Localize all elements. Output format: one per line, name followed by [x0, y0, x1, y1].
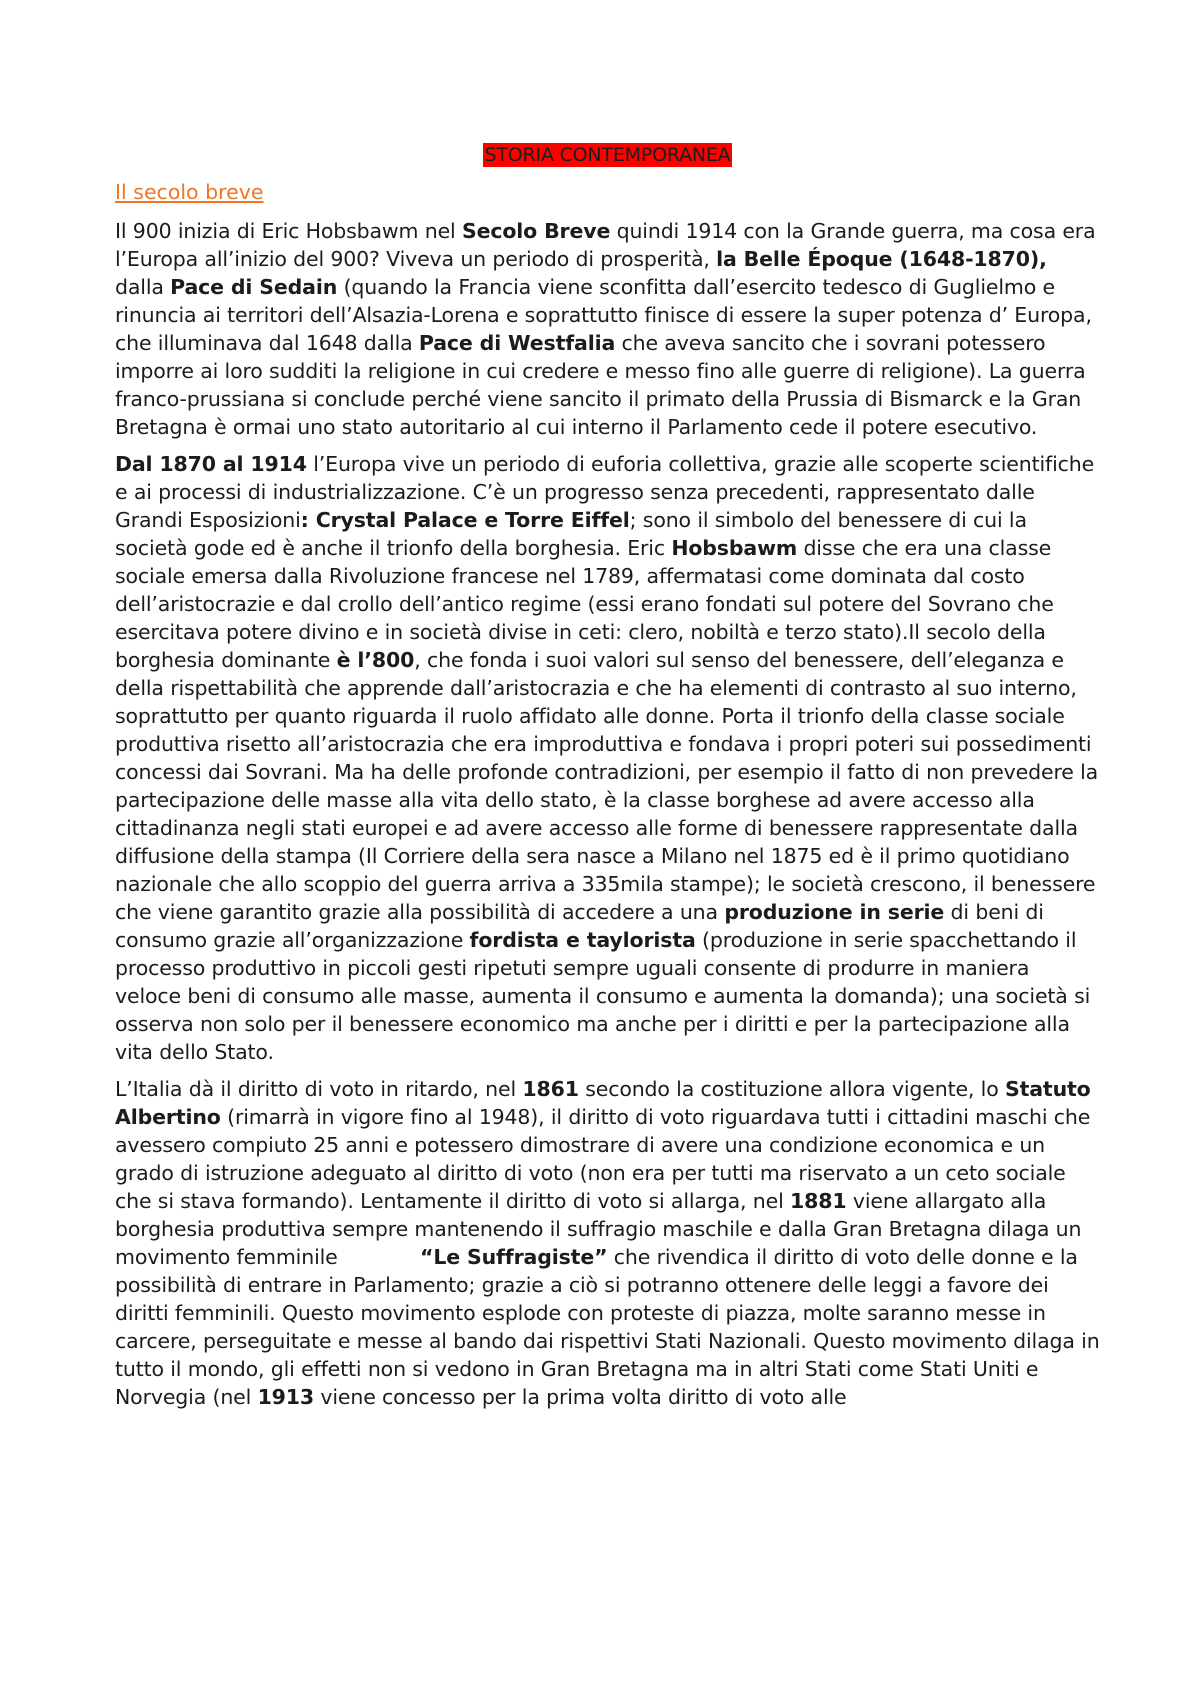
paragraph-2 — [115, 450, 1100, 1066]
bold-term: 1913 — [257, 1385, 315, 1409]
document-page — [115, 143, 1100, 1420]
paragraph-1 — [115, 217, 1100, 441]
text-run: ; sono il simbolo del benessere di cui la società gode ed è anche il trionfo della borghesia. Eric — [115, 508, 1027, 560]
text-run: (rimarrà in vigore fino al 1948), il diritto di voto riguardava tutti i cittadini maschi che avessero compiuto 25 anni e potessero dimostrare di avere una condizione economica e un grado di istruzione adeguato al diritto di voto (non era per tutti ma riservato a un ceto sociale che si stava formando). Lentamente il diritto di voto si allarga, nel — [115, 1105, 1091, 1213]
text-run: l’Europa vive un periodo di euforia collettiva, grazie alle scoperte scientifiche e ai processi di industrializzazione. C’è un progresso senza precedenti, rappresentato dalle Grandi Esposizioni — [115, 452, 1095, 532]
bold-term: Dal 1870 al 1914 — [115, 452, 307, 476]
text-run: che aveva sancito che i sovrani potessero imporre ai loro sudditi la religione in cui credere e messo fino alle guerre di religione). La guerra franco-prussiana si conclude perché viene sancito il primato della Prussia di Bismarck e la Gran Bretagna è ormai uno stato autoritario al cui interno il Parlamento cede il potere esecutivo. — [115, 331, 1086, 439]
bold-term: la Belle Époque (1648-1870), — [716, 247, 1047, 271]
title-wrap — [115, 143, 1100, 167]
bold-term: “Le Suffragiste” — [420, 1245, 608, 1269]
text-run: Il 900 inizia di Eric Hobsbawm nel — [115, 219, 462, 243]
text-run: disse che era una classe sociale emersa dalla Rivoluzione francese nel 1789, affermatasi come dominata dal costo dell’aristocrazie e dal crollo dell’antico regime (essi erano fondati sul potere del Sovrano che esercitava potere divino e in società divise in ceti: clero, nobiltà e terzo stato).Il secolo della borghesia dominante — [115, 536, 1054, 672]
text-run: dalla — [115, 275, 171, 299]
text-run: che rivendica il diritto di voto delle donne e la possibilità di entrare in Parlamento; grazie a ciò si potranno ottenere delle leggi a favore dei diritti femminili. Questo movimento esplode con proteste di piazza, molte saranno messe in carcere, perseguitate e messe al bando dai rispettivi Stati Nazionali. Questo movimento dilaga in tutto il mondo, gli effetti non si vedono in Gran Bretagna ma in altri Stati come Stati Uniti e Norvegia (nel — [115, 1245, 1100, 1409]
bold-term: Hobsbawm — [671, 536, 798, 560]
text-run: viene allargato alla borghesia produttiva sempre mantenendo il suffragio maschile e dalla Gran Bretagna dilaga un movimento femminile — [115, 1189, 1082, 1269]
text-run: (quando la Francia viene sconfitta dall’esercito tedesco di Guglielmo e rinuncia ai territori dell’Alsazia-Lorena e soprattutto finisce di essere la super potenza d’ Europa, che illuminava dal 1648 dalla — [115, 275, 1092, 355]
bold-term: Pace di Westfalia — [418, 331, 616, 355]
bold-term: fordista e taylorista — [469, 928, 696, 952]
bold-term: Statuto Albertino — [115, 1077, 1091, 1129]
text-run: , che fonda i suoi valori sul senso del benessere, dell’eleganza e della rispettabilità che apprende dall’aristocrazia e che ha elementi di contrasto al suo interno, soprattutto per quanto riguarda il ruolo affidato alle donne. Porta il trionfo della classe sociale produttiva risetto all’aristocrazia che era improduttiva e fondava i propri poteri sui possedimenti concessi dai Sovrani. Ma ha delle profonde contradizioni, per esempio il fatto di non prevedere la partecipazione delle masse alla vita dello stato, è la classe borghese ad avere accesso alla cittadinanza negli stati europei e ad avere accesso alle forme di benessere rappresentate dalla diffusione della stampa (Il Corriere della sera nasce a Milano nel 1875 ed è il primo quotidiano nazionale che allo scoppio del guerra arriva a 335mila stampe); le società crescono, il benessere che viene garantito grazie alla possibilità di accedere a una — [115, 648, 1099, 924]
bold-term: è l’800 — [336, 648, 415, 672]
bold-term: 1881 — [790, 1189, 847, 1213]
text-run: quindi 1914 con la Grande guerra, ma cosa era l’Europa all’inizio del 900? Viveva un periodo di prosperità, — [115, 219, 1096, 271]
text-run: secondo la costituzione allora vigente, lo — [578, 1077, 1005, 1101]
text-run: viene concesso per la prima volta diritto di voto alle — [314, 1385, 847, 1409]
bold-term: : Crystal Palace e Torre Eiffel — [300, 508, 630, 532]
bold-term: Secolo Breve — [461, 219, 611, 243]
text-run: L’Italia dà il diritto di voto in ritardo, nel — [115, 1077, 523, 1101]
bold-term: Pace di Sedain — [170, 275, 338, 299]
paragraph-3 — [115, 1075, 1100, 1411]
text-run: di beni di consumo grazie all’organizzazione — [115, 900, 1044, 952]
section-heading[interactable]: Il secolo breve — [115, 180, 264, 204]
bold-term: produzione in serie — [724, 900, 945, 924]
document-title: STORIA CONTEMPORANEA — [484, 144, 731, 166]
bold-term: 1861 — [522, 1077, 579, 1101]
text-run: (produzione in serie spacchettando il processo produttivo in piccoli gesti ripetuti sempre uguali consente di produrre in maniera veloce beni di consumo alle masse, aumenta il consumo e aumenta la domanda); una società si osserva non solo per il benessere economico ma anche per i diritti e per la partecipazione alla vita dello Stato. — [115, 928, 1091, 1064]
